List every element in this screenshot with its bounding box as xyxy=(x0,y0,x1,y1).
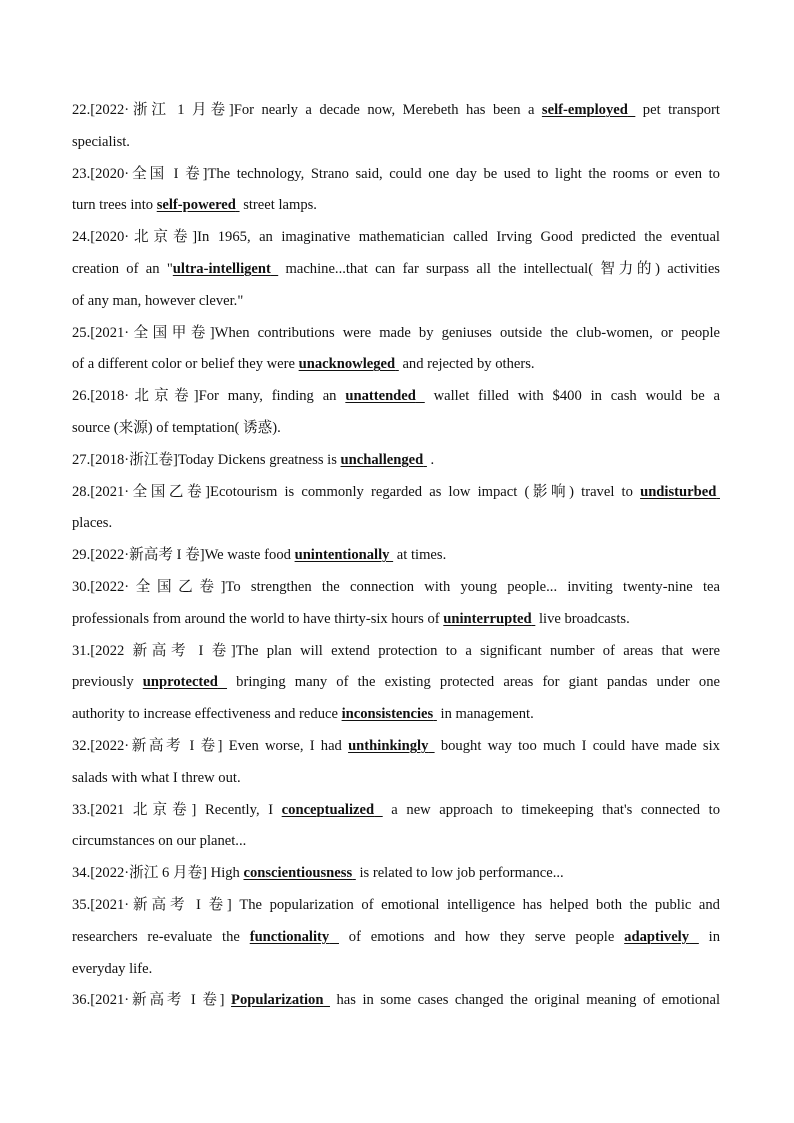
item-text: authority to increase effectiveness and reduce xyxy=(72,706,342,723)
item-text: The technology, Strano said, could one day be used to light the rooms or even to xyxy=(207,165,720,182)
item-text: When contributions were made by geniuses outside the club-women, or people xyxy=(214,324,720,341)
item-line xyxy=(72,826,720,858)
key-word: unintentionally xyxy=(294,547,390,564)
item-text: To strengthen the connection with young people... inviting twenty-nine tea xyxy=(225,578,720,595)
item-line xyxy=(72,985,720,1017)
item-source: [2021·全国乙卷] xyxy=(90,483,211,500)
item-text: and rejected by others. xyxy=(398,356,535,373)
item-source: [2021·新高考 I 卷] xyxy=(90,896,232,913)
item-line xyxy=(72,477,720,509)
item-line xyxy=(72,159,720,191)
item-line xyxy=(72,922,720,954)
key-word: unprotected xyxy=(142,674,218,691)
item-text: Today Dickens greatness is xyxy=(177,451,341,468)
item-text: of a different color or belief they were xyxy=(72,356,299,373)
item-text: of emotions and how they serve people xyxy=(338,928,625,945)
item-line xyxy=(72,667,720,699)
exercise-item xyxy=(72,731,720,795)
item-text: For nearly a decade now, Merebeth has been a xyxy=(233,102,542,118)
item-text: source (来源) of temptation( 诱惑). xyxy=(72,419,281,436)
key-word: unacknowleged xyxy=(298,356,396,373)
item-line xyxy=(72,222,720,254)
item-line xyxy=(72,349,720,381)
item-line xyxy=(72,254,720,286)
document-page xyxy=(72,95,720,1017)
item-number: 32. xyxy=(72,737,91,754)
item-text: circumstances on our planet... xyxy=(72,833,247,850)
item-number: 24. xyxy=(72,229,91,246)
item-line xyxy=(72,954,720,986)
item-text: pet transport xyxy=(635,102,720,118)
item-text: previously xyxy=(72,674,143,691)
item-number: 28. xyxy=(72,483,91,500)
item-text: a new approach to timekeeping that's connected to xyxy=(382,801,720,818)
item-text: Recently, I xyxy=(196,801,282,818)
exercise-item xyxy=(72,159,720,223)
item-source: [2018·北京卷] xyxy=(90,388,199,405)
item-number: 25. xyxy=(72,324,91,341)
exercise-item xyxy=(72,985,720,1017)
item-line xyxy=(72,795,720,827)
item-text: . xyxy=(426,451,435,468)
item-source: [2022·浙江 1 月卷] xyxy=(90,102,234,118)
item-text: at times. xyxy=(393,547,447,564)
item-number: 22. xyxy=(72,102,91,118)
exercise-list xyxy=(72,95,720,1017)
key-word: unattended xyxy=(345,388,416,405)
item-text: Ecotourism is commonly regarded as low impact (影响) travel to xyxy=(210,483,641,500)
item-text: Even worse, I had xyxy=(222,737,349,754)
item-number: 31. xyxy=(72,642,91,659)
item-text: salads with what I threw out. xyxy=(72,769,241,786)
item-number: 30. xyxy=(72,578,91,595)
item-line xyxy=(72,445,720,477)
item-line xyxy=(72,540,720,572)
item-source: [2022·新高考 I 卷] xyxy=(90,547,205,564)
item-line xyxy=(72,890,720,922)
item-line xyxy=(72,318,720,350)
item-text: in xyxy=(698,928,721,945)
key-word: conscientiousness xyxy=(243,865,353,882)
item-line xyxy=(72,858,720,890)
item-number: 29. xyxy=(72,547,91,564)
item-text: turn trees into xyxy=(72,197,157,214)
exercise-item xyxy=(72,477,720,541)
key-word: Popularization xyxy=(231,992,324,1009)
item-text: professionals from around the world to have thirty-six hours of xyxy=(72,610,444,627)
item-line xyxy=(72,508,720,540)
item-source: [2018·浙江卷] xyxy=(90,451,178,468)
exercise-item xyxy=(72,540,720,572)
item-source: [2021·新高考 I 卷] xyxy=(90,992,225,1009)
item-text: of any man, however clever." xyxy=(72,292,244,309)
item-text: places. xyxy=(72,515,113,532)
item-text: specialist. xyxy=(72,133,130,150)
item-text: street lamps. xyxy=(239,197,317,214)
item-text: The plan will extend protection to a significant number of areas that were xyxy=(235,642,720,659)
item-text: creation of an " xyxy=(72,260,173,277)
item-text: researchers re-evaluate the xyxy=(72,928,250,945)
item-source: [2020·全国 I 卷] xyxy=(90,165,208,182)
item-line xyxy=(72,95,720,127)
item-text: wallet filled with $400 in cash would be a xyxy=(424,388,721,405)
key-word: adaptively xyxy=(624,928,690,945)
item-text: High xyxy=(207,865,244,882)
exercise-item xyxy=(72,95,720,159)
exercise-item xyxy=(72,318,720,382)
key-word: uninterrupted xyxy=(443,610,532,627)
item-number: 33. xyxy=(72,801,91,818)
key-word: ultra-intelligent xyxy=(172,260,271,277)
item-number: 34. xyxy=(72,865,91,882)
item-number: 35. xyxy=(72,896,91,913)
item-line xyxy=(72,413,720,445)
item-source: [2022 新高考 I 卷] xyxy=(90,642,236,659)
item-text: The popularization of emotional intelligence has helped both the public and xyxy=(231,896,720,913)
key-word: unthinkingly xyxy=(348,737,429,754)
exercise-item xyxy=(72,858,720,890)
item-text: bringing many of the existing protected areas for giant pandas under one xyxy=(227,674,720,691)
item-text: bought way too much I could have made six xyxy=(434,737,720,754)
item-number: 23. xyxy=(72,165,91,182)
item-text: is related to low job performance... xyxy=(355,865,564,882)
key-word: functionality xyxy=(249,928,330,945)
exercise-item xyxy=(72,445,720,477)
key-word: unchallenged xyxy=(340,451,424,468)
key-word: inconsistencies xyxy=(341,706,434,723)
item-text: has in some cases changed the original meaning of emotional xyxy=(329,992,720,1009)
exercise-item xyxy=(72,890,720,985)
item-line xyxy=(72,286,720,318)
item-line xyxy=(72,731,720,763)
exercise-item xyxy=(72,222,720,317)
item-line xyxy=(72,190,720,222)
item-text: live broadcasts. xyxy=(535,610,630,627)
item-line xyxy=(72,763,720,795)
item-text: In 1965, an imaginative mathematician called Irving Good predicted the eventual xyxy=(197,229,720,246)
item-number: 26. xyxy=(72,388,91,405)
item-text: in management. xyxy=(436,706,534,723)
item-text: machine...that can far surpass all the intellectual( 智力的) activities xyxy=(278,260,720,277)
item-text: everyday life. xyxy=(72,960,153,977)
item-line xyxy=(72,699,720,731)
key-word: self-powered xyxy=(156,197,236,214)
key-word: undisturbed xyxy=(640,483,717,500)
key-word: self-employed xyxy=(541,102,628,118)
exercise-item xyxy=(72,795,720,859)
exercise-item xyxy=(72,381,720,445)
key-word: conceptualized xyxy=(281,801,375,818)
item-source: [2020·北京卷] xyxy=(90,229,198,246)
item-text: For many, finding an xyxy=(198,388,346,405)
item-source: [2022·全国乙卷] xyxy=(90,578,226,595)
item-source: [2022·新高考 I 卷] xyxy=(90,737,223,754)
exercise-item xyxy=(72,572,720,636)
item-number: 27. xyxy=(72,451,91,468)
item-source: [2021·全国甲卷] xyxy=(90,324,215,341)
item-source: [2021 北京卷] xyxy=(90,801,197,818)
item-source: [2022·浙江 6 月卷] xyxy=(90,865,207,882)
item-line xyxy=(72,604,720,636)
item-line xyxy=(72,127,720,159)
item-line xyxy=(72,572,720,604)
item-line xyxy=(72,636,720,668)
exercise-item xyxy=(72,636,720,731)
item-line xyxy=(72,381,720,413)
item-text: We waste food xyxy=(204,547,295,564)
item-number: 36. xyxy=(72,992,91,1009)
